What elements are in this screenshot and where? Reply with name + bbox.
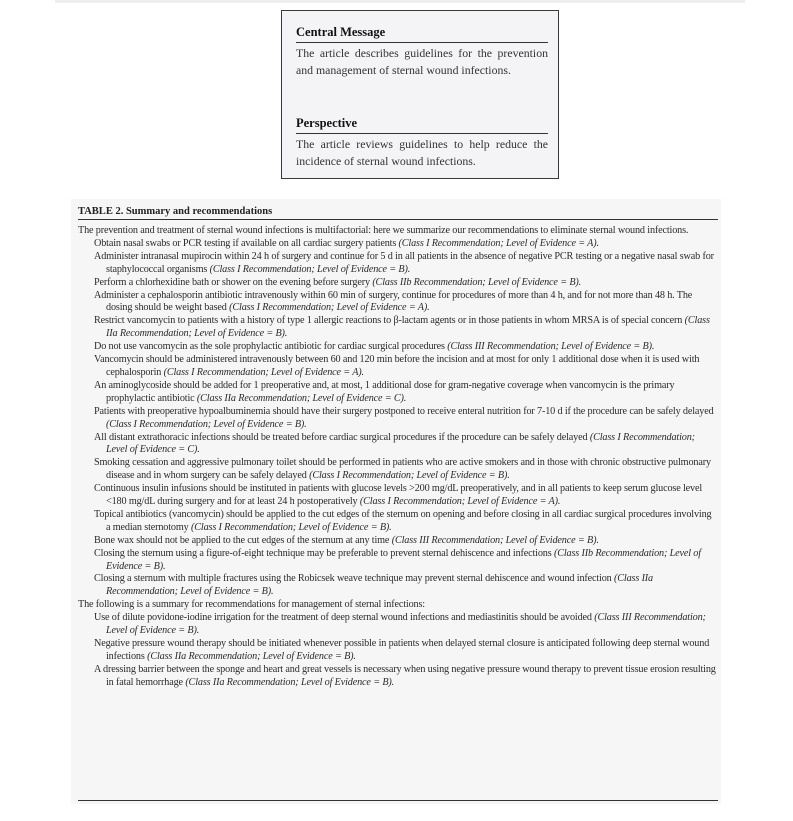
table-bottom-rule (78, 800, 718, 801)
recommendation-item (78, 406, 718, 432)
recommendation-item (78, 380, 718, 406)
recommendation-item (78, 238, 718, 251)
evidence-level: (Class IIa Recommendation; Level of Evidence = B). (106, 315, 710, 340)
recommendation-text: Vancomycin should be administered intravenously between 60 and 120 min before the incision and at most for only 1 additional dose when it is used with cephalosporin (94, 354, 700, 378)
evidence-level: (Class III Recommendation; Level of Evidence = B). (447, 341, 655, 353)
recommendation-item (78, 315, 718, 341)
recommendation-text: Closing a sternum with multiple fractures using the Robicsek weave technique may prevent sternal dehiscence and wound infection (94, 573, 615, 585)
recommendation-item (78, 341, 718, 354)
recommendation-text: Administer intranasal mupirocin within 24 h of surgery and continue for 5 d in all patients in the absence of negative PCR testing or a negative nasal swab for staphylococcal organisms (94, 250, 714, 275)
central-message-box (281, 10, 559, 179)
recommendation-text: Bone wax should not be applied to the cut edges of the sternum at any time (94, 534, 392, 546)
evidence-level: (Class III Recommendation; Level of Evidence = B). (391, 534, 599, 546)
recommendation-text: Patients with preoperative hypoalbuminemia should have their surgery postponed to receive enteral nutrition for 7-10 d if the procedure can be safely delayed (94, 405, 714, 417)
recommendation-text: Administer a cephalosporin antibiotic intravenously within 60 min of surgery, continue for procedures of more than 4 h, and for not more than 48 h. The dosing should be weight based (94, 289, 693, 314)
evidence-level: (Class IIa Recommendation; Level of Evidence = C). (196, 392, 407, 404)
recommendation-text: Continuous insulin infusions should be instituted in patients with glucose levels >200 mg/dL preoperatively, and in all patients to keep serum glucose level <180 mg/dL during surgery and for at least 24 h postoperatively (94, 483, 703, 508)
evidence-level: (Class I Recommendation; Level of Evidence = A). (359, 496, 561, 508)
recommendation-item (78, 354, 718, 380)
recommendation-text: Closing the sternum using a figure-of-eight technique may be preferable to prevent sternal dehiscence and infections (94, 547, 554, 559)
recommendation-text: A dressing barrier between the sponge and heart and great vessels is necessary when using negative pressure wound therapy to prevent tissue erosion resulting in fatal hemorrhage (94, 663, 716, 688)
recommendation-text: Use of dilute povidone-iodine irrigation for the treatment of deep sternal wound infections and mediastinitis should be avoided (94, 612, 595, 624)
evidence-level: (Class I Recommendation; Level of Evidence = B). (209, 263, 411, 275)
evidence-level: (Class IIa Recommendation; Level of Evidence = B). (106, 573, 653, 598)
central-message-heading: Central Message (296, 24, 548, 43)
evidence-level: (Class I Recommendation; Level of Evidence = A). (398, 237, 599, 249)
prevention-list (78, 238, 718, 599)
recommendation-item (78, 664, 718, 690)
evidence-level: (Class III Recommendation; Level of Evidence = B). (106, 612, 706, 637)
management-intro: The following is a summary for recommendations for management of sternal infections: (78, 599, 425, 611)
evidence-level: (Class IIb Recommendation; Level of Evidence = B). (372, 276, 582, 288)
recommendation-item (78, 483, 718, 509)
management-list (78, 612, 718, 689)
recommendation-item (78, 509, 718, 535)
central-message-section (296, 24, 548, 78)
recommendation-item (78, 638, 718, 664)
recommendation-text: An aminoglycoside should be added for 1 preoperative and, at most, 1 additional dose for gram-negative coverage when vancomycin is the primary prophylactic antibiotic (94, 379, 675, 404)
recommendation-text: Smoking cessation and aggressive pulmonary toilet should be performed in patients who are active smokers and in those with chronic obstructive pulmonary disease and in whom surgery can be safely delayed (94, 457, 711, 482)
recommendation-item (78, 290, 718, 316)
evidence-level: (Class I Recommendation; Level of Evidence = B). (191, 521, 392, 533)
central-message-text: The article describes guidelines for the prevention and management of sternal wound infections. (296, 46, 548, 77)
recommendation-item (78, 612, 718, 638)
recommendation-text: Do not use vancomycin as the sole prophylactic antibiotic for cardiac surgical procedures (94, 341, 448, 353)
recommendation-item (78, 535, 718, 548)
evidence-level: (Class I Recommendation; Level of Evidence = C). (106, 431, 695, 456)
recommendation-item (78, 277, 718, 290)
summary-table (71, 199, 721, 804)
evidence-level: (Class I Recommendation; Level of Evidence = B). (309, 470, 510, 482)
recommendation-item (78, 457, 718, 483)
table-intro: The prevention and treatment of sternal wound infections is multifactorial: here we summarize our recommendations to eliminate sternal wound infections. (78, 225, 689, 236)
recommendation-item (78, 432, 718, 458)
evidence-level: (Class IIa Recommendation; Level of Evidence = B). (147, 650, 356, 662)
table-body (78, 225, 718, 690)
evidence-level: (Class I Recommendation; Level of Evidence = A). (163, 366, 364, 378)
recommendation-text: Negative pressure wound therapy should be initiated whenever possible in patients when delayed sternal closure is anticipated following deep sternal wound infections (94, 638, 710, 662)
recommendation-text: Topical antibiotics (vancomycin) should be applied to the cut edges of the sternum on opening and before closing in all cardiac surgical procedures involving a median sternotomy (94, 508, 712, 533)
evidence-level: (Class IIa Recommendation; Level of Evidence = B). (185, 676, 395, 688)
evidence-level: (Class I Recommendation; Level of Evidence = A). (229, 302, 430, 314)
evidence-level: (Class I Recommendation; Level of Evidence = B). (106, 418, 307, 430)
evidence-level: (Class IIb Recommendation; Level of Evidence = B). (106, 547, 701, 572)
recommendation-text: Obtain nasal swabs or PCR testing if available on all cardiac surgery patients (94, 237, 399, 249)
table-title: TABLE 2. Summary and recommendations (78, 206, 273, 217)
recommendation-text: Restrict vancomycin to patients with a history of type 1 allergic reactions to β-lactam agents or in those patients in whom MRSA is of special concern (94, 315, 685, 327)
recommendation-item (78, 251, 718, 277)
recommendation-text: All distant extrathoracic infections should be treated before cardiac surgical procedures if the procedure can be safely delayed (94, 431, 590, 443)
perspective-heading: Perspective (296, 115, 548, 134)
recommendation-text: Perform a chlorhexidine bath or shower on the evening before surgery (94, 276, 373, 288)
recommendation-item (78, 573, 718, 599)
page-top-strip (55, 0, 745, 3)
recommendation-item (78, 548, 718, 574)
table-top-rule (78, 219, 718, 220)
perspective-text: The article reviews guidelines to help reduce the incidence of sternal wound infections. (296, 137, 548, 168)
perspective-section (296, 115, 548, 169)
